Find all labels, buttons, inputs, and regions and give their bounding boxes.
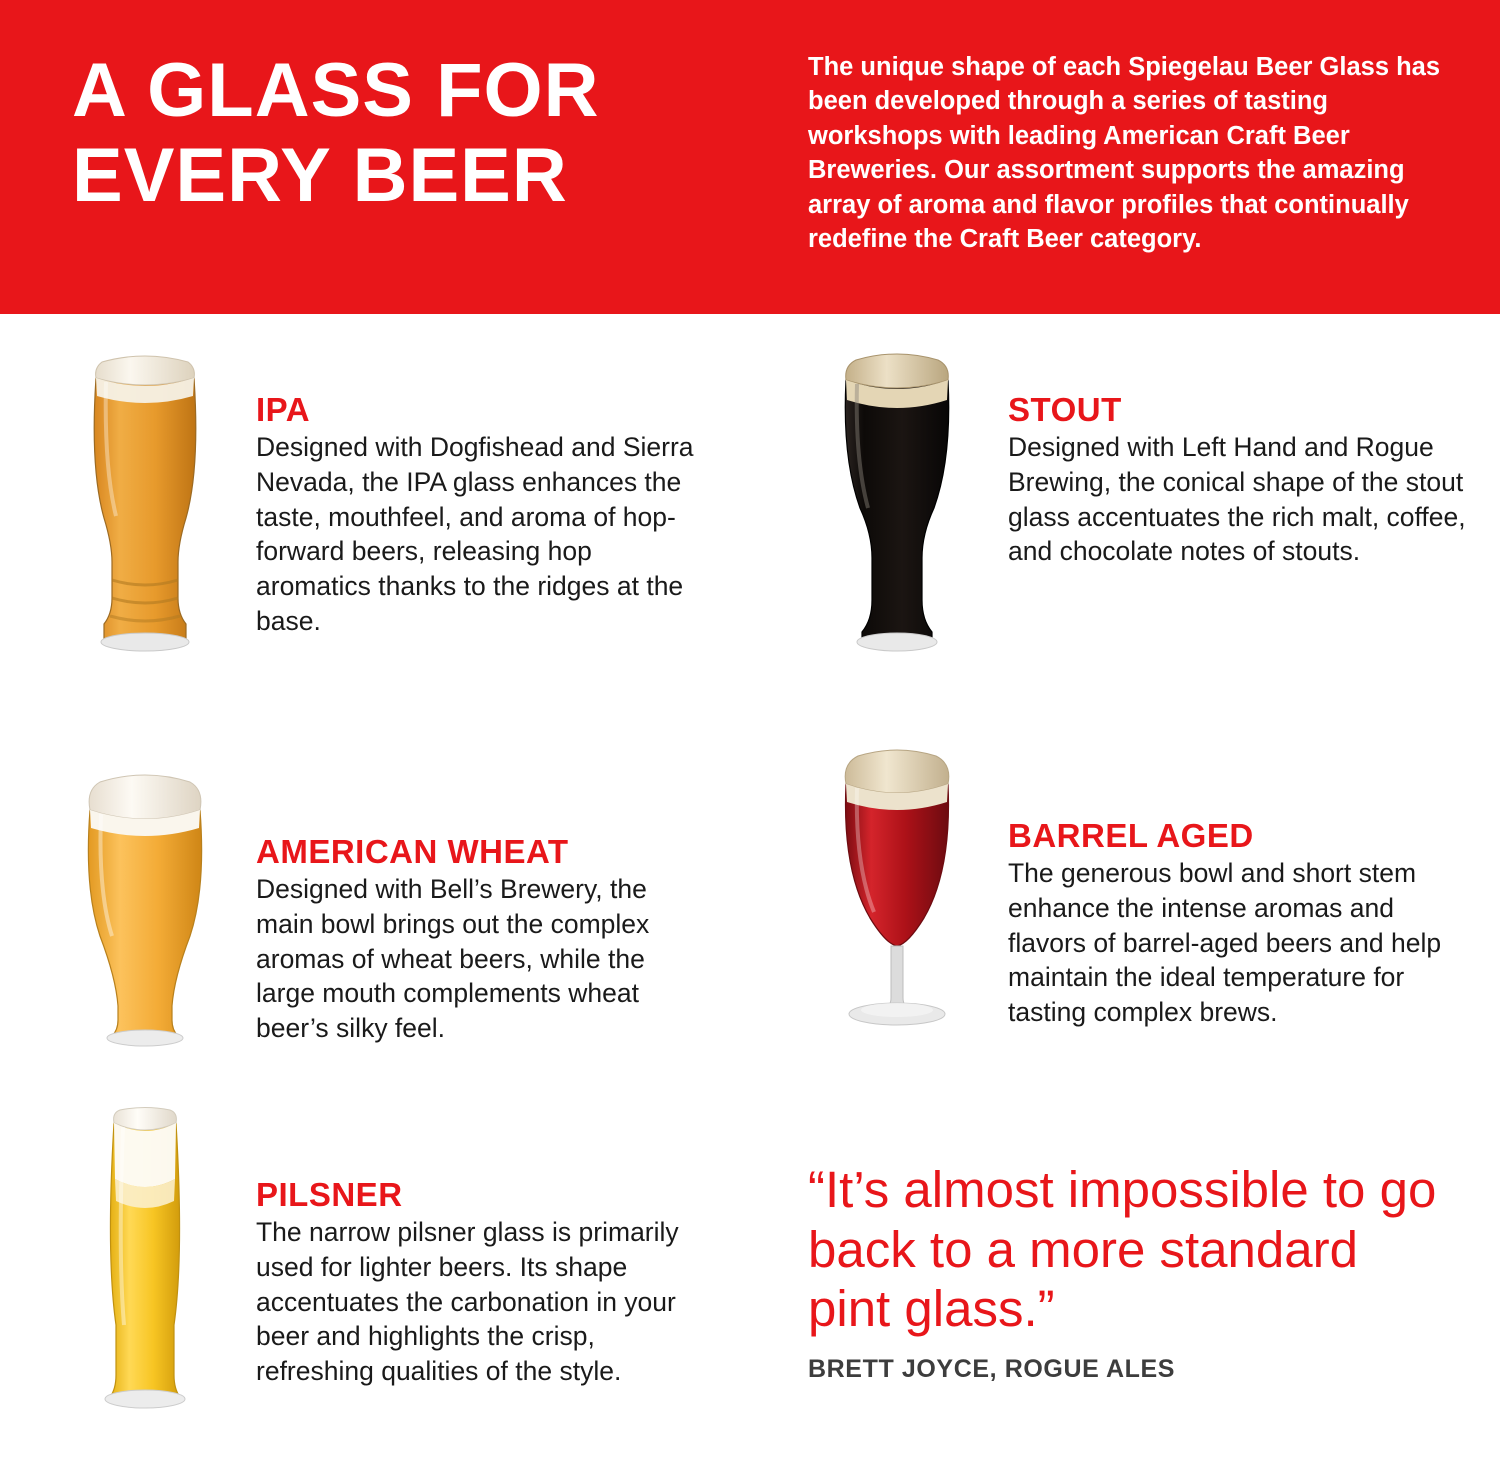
page-title-line-1: A GLASS FOR — [72, 48, 600, 133]
entry-stout-description: Designed with Left Hand and Rogue Brewing, the conical shape of the stout glass accentuates the rich malt, coffee, and chocolate notes of stouts. — [1008, 432, 1466, 567]
pilsner-glass-icon — [60, 1105, 230, 1415]
entry-barrel-aged-title: BARREL AGED — [1008, 817, 1254, 854]
wheat-glass-icon — [60, 768, 230, 1058]
quote-attribution: BRETT JOYCE, ROGUE ALES — [808, 1354, 1176, 1383]
entry-ipa-description: Designed with Dogfishead and Sierra Nevada, the IPA glass enhances the taste, mouthfeel, and aroma of hop-forward beers, releasing hop aromatics thanks to the ridges at the base. — [256, 432, 694, 636]
quote-text: “It’s almost impossible to go back to a more standard pint glass.” — [808, 1161, 1437, 1338]
header-description: The unique shape of each Spiegelau Beer Glass has been developed through a series of tasting workshops with leading American Craft Beer Breweries. Our assortment supports the amazing array of aroma and flavor profiles that continually redefine the Craft Beer category. — [808, 53, 1441, 254]
entry-american-wheat — [60, 768, 720, 1078]
stout-glass-icon — [812, 348, 982, 658]
entry-stout — [812, 348, 1472, 678]
entry-stout-title: STOUT — [1008, 391, 1122, 428]
entry-american-wheat-text — [256, 834, 706, 1046]
entry-pilsner-text — [256, 1177, 716, 1389]
entry-american-wheat-description: Designed with Bell’s Brewery, the main bowl brings out the complex aromas of wheat beers, while the large mouth complements wheat beer’s silky feel. — [256, 874, 650, 1044]
page-title — [72, 48, 772, 218]
entry-barrel-aged — [812, 740, 1472, 1070]
entry-ipa-text — [256, 392, 706, 639]
entry-stout-text — [1008, 392, 1468, 569]
entry-barrel-aged-description: The generous bowl and short stem enhance the intense aromas and flavors of barrel-aged beers and help maintain the ideal temperature for tasting complex brews. — [1008, 858, 1442, 1028]
ipa-glass-icon — [60, 348, 230, 658]
entry-pilsner-description: The narrow pilsner glass is primarily used for lighter beers. Its shape accentuates the carbonation in your beer and highlights the crisp, refreshing qualities of the style. — [256, 1217, 679, 1387]
entry-pilsner-title: PILSNER — [256, 1176, 403, 1213]
barrel-aged-glass-icon — [812, 740, 982, 1050]
entry-barrel-aged-text — [1008, 818, 1468, 1030]
entry-ipa-title: IPA — [256, 391, 311, 428]
entry-ipa — [60, 348, 720, 678]
quote-block — [808, 1160, 1448, 1384]
page-title-line-2: EVERY BEER — [72, 133, 568, 219]
header-banner — [0, 0, 1500, 314]
entry-pilsner — [60, 1105, 720, 1435]
entry-american-wheat-title: AMERICAN WHEAT — [256, 833, 569, 870]
